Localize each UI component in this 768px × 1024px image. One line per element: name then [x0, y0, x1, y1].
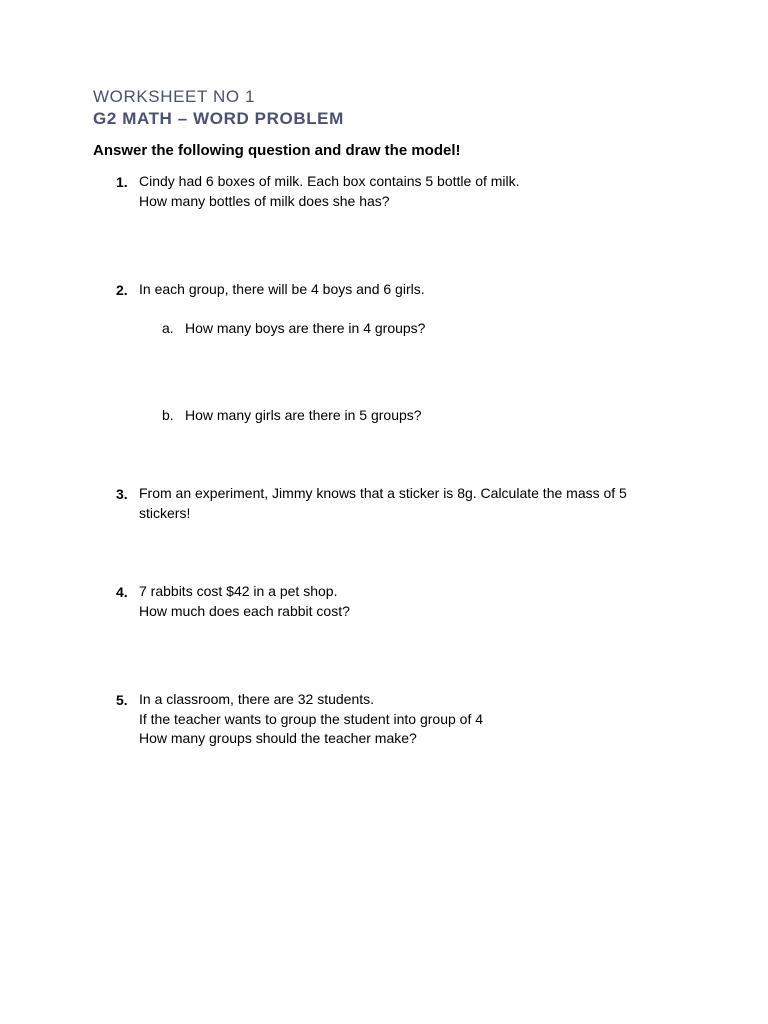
- question-5-number: 5.: [116, 692, 128, 708]
- question-1-text: [139, 172, 669, 211]
- question-5-line-1: In a classroom, there are 32 students.: [139, 691, 375, 707]
- question-2-text: [139, 280, 669, 300]
- question-3-text: [139, 484, 669, 523]
- question-2a-text: How many boys are there in 4 groups?: [185, 320, 426, 336]
- question-4-number: 4.: [116, 584, 128, 600]
- question-3-line-2: stickers!: [139, 504, 191, 521]
- question-5-line-3: How many groups should the teacher make?: [139, 730, 417, 746]
- question-1-line-1: Cindy had 6 boxes of milk. Each box contains 5 bottle of milk.: [139, 173, 520, 189]
- question-5-line-2: If the teacher wants to group the student into group of 4: [139, 710, 484, 727]
- instruction-text: Answer the following question and draw the model!: [93, 142, 461, 159]
- question-2b-text: How many girls are there in 5 groups?: [185, 407, 422, 423]
- question-2a-letter: a.: [162, 320, 174, 336]
- question-5-text: [139, 690, 669, 749]
- question-4-line-1: 7 rabbits cost $42 in a pet shop.: [139, 583, 338, 599]
- question-1-line-2: How many bottles of milk does she has?: [139, 192, 390, 209]
- worksheet-title: WORKSHEET NO 1: [93, 87, 256, 106]
- worksheet-subtitle: G2 MATH – WORD PROBLEM: [93, 109, 344, 128]
- question-2-number: 2.: [116, 282, 128, 298]
- question-3-number: 3.: [116, 486, 128, 502]
- question-4-line-2: How much does each rabbit cost?: [139, 602, 350, 619]
- question-2-line-1: In each group, there will be 4 boys and 6 girls.: [139, 281, 425, 297]
- question-1-number: 1.: [116, 174, 128, 190]
- question-3-line-1: From an experiment, Jimmy knows that a sticker is 8g. Calculate the mass of 5: [139, 485, 627, 501]
- question-2b-letter: b.: [162, 407, 174, 423]
- question-4-text: [139, 582, 669, 621]
